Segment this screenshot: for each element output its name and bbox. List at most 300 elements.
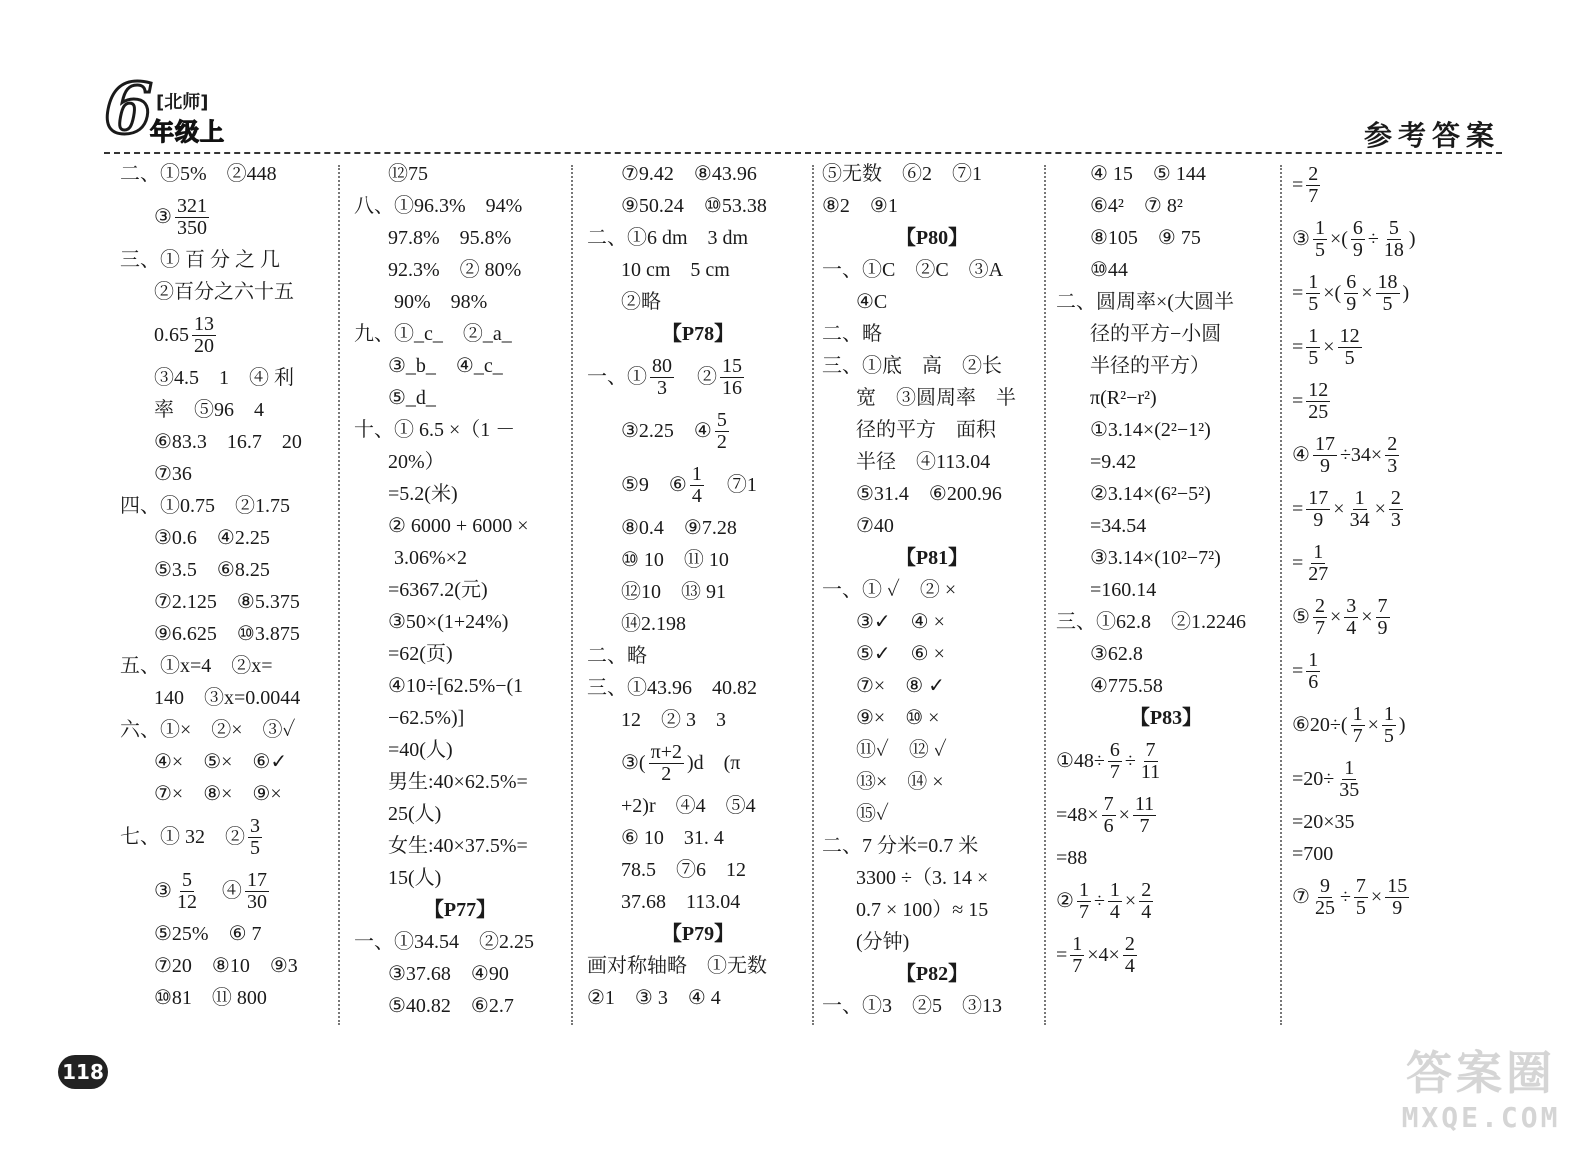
answer-line: [822, 926, 1042, 958]
answer-line: [587, 458, 809, 512]
answer-text: 92.3% ② 80%: [388, 259, 522, 281]
answer-column-5: [1056, 158, 1276, 1038]
answer-text: +2)r ④4 ⑤4: [621, 795, 756, 817]
answer-line: [1056, 318, 1276, 350]
answer-text: ×: [1329, 606, 1342, 628]
fraction-denominator: 12: [176, 890, 197, 913]
fraction: [1385, 876, 1409, 919]
answer-text: 五、①x=4 ②x=: [120, 655, 273, 677]
answer-line: [822, 286, 1042, 318]
answer-text: (分钟): [856, 931, 910, 953]
answer-line: [1056, 606, 1276, 638]
answer-line: [822, 414, 1042, 446]
header-divider: [104, 152, 1502, 154]
answer-line: [120, 276, 335, 308]
answer-line: [587, 544, 809, 576]
answer-text: ×4×: [1087, 944, 1120, 966]
fraction: [1102, 794, 1116, 837]
answer-text: ③37.68 ④90: [388, 963, 509, 985]
fraction-numerator: 12: [1308, 378, 1329, 401]
answer-text: ⑦36: [154, 463, 192, 485]
fraction-numerator: 15: [1387, 874, 1408, 897]
answer-line: [587, 918, 809, 950]
answer-text: ⑦1: [706, 474, 757, 496]
answer-line: [1292, 482, 1502, 536]
fraction-numerator: 321: [176, 194, 207, 217]
answer-text: =: [1292, 660, 1304, 682]
answer-text: 20%）: [388, 451, 445, 473]
answer-text: 3300 ÷（3. 14 ×: [856, 867, 989, 889]
fraction-denominator: 7: [1308, 184, 1319, 207]
answer-line: [587, 640, 809, 672]
answer-text: ×: [1361, 606, 1373, 628]
fraction-numerator: 18: [1377, 270, 1398, 293]
answer-text: ④775.58: [1090, 675, 1163, 697]
fraction: [1306, 272, 1320, 315]
answer-line: [1056, 874, 1276, 928]
answer-line: [1292, 212, 1502, 266]
fraction: [1351, 218, 1365, 261]
answer-text: =48×: [1056, 804, 1099, 826]
answer-text: ⑦20 ⑧10 ⑨3: [154, 955, 298, 977]
answer-line: [120, 244, 335, 276]
answer-line: [1056, 446, 1276, 478]
answer-text: ②: [1056, 890, 1074, 912]
answer-line: [354, 798, 566, 830]
fraction-numerator: 1: [1109, 878, 1120, 901]
answer-line: [1292, 698, 1502, 752]
answer-line: [120, 426, 335, 458]
fraction: [1376, 272, 1400, 315]
answer-line: [1056, 382, 1276, 414]
answer-line: [120, 950, 335, 982]
answer-line: [120, 682, 335, 714]
answer-text: ②1 ③ 3 ④ 4: [587, 987, 721, 1009]
answer-line: [822, 670, 1042, 702]
watermark-text: 答案圈: [1406, 1046, 1556, 1100]
answer-text: ⑦40: [856, 515, 894, 537]
answer-line: [1056, 542, 1276, 574]
answer-text: ⑪✓ ⑫ ✓: [856, 739, 947, 761]
answer-line: [587, 886, 809, 918]
answer-line: [120, 650, 335, 682]
answer-text: =: [1292, 498, 1304, 520]
answer-text: =20×35: [1292, 811, 1355, 833]
fraction: [1313, 876, 1337, 919]
answer-text: ⑨× ⑩ ×: [856, 707, 940, 729]
answer-line: [354, 862, 566, 894]
answer-line: [587, 704, 809, 736]
answer-text: ⑤: [1292, 606, 1310, 628]
answer-text: ⑦9.42 ⑧43.96: [621, 163, 757, 185]
answer-text: 二、①5% ②448: [120, 163, 277, 185]
page-header: [0, 0, 1592, 160]
answer-text: 三、① 百 分 之 几: [120, 249, 280, 271]
answer-line: [120, 810, 335, 864]
answer-line: [354, 574, 566, 606]
answer-text: ④10÷[62.5%−(1: [388, 675, 524, 697]
fraction-denominator: 6: [1103, 814, 1114, 837]
answer-column-4: [822, 158, 1042, 1038]
answer-line: [354, 350, 566, 382]
answer-text: =6367.2(元): [388, 579, 488, 601]
answer-line: [822, 446, 1042, 478]
answer-text: ×: [1333, 498, 1345, 520]
answer-text: ⑦2.125 ⑧5.375: [154, 591, 300, 613]
fraction-numerator: 1: [1072, 932, 1083, 955]
fraction-numerator: 3: [250, 814, 260, 837]
answer-text: 12 ② 3 3: [621, 709, 726, 731]
answer-line: [587, 790, 809, 822]
answer-text: ④C: [856, 291, 888, 313]
fraction-numerator: 1: [1313, 540, 1324, 563]
fraction-numerator: 11: [1134, 792, 1155, 815]
fraction: [1306, 326, 1320, 369]
answer-text: =: [1292, 390, 1304, 412]
answer-line: [822, 958, 1042, 990]
answer-text: ③_b_ ④_c_: [388, 355, 503, 377]
answer-text: ): [1402, 282, 1410, 304]
answer-line: [1056, 510, 1276, 542]
answer-line: [587, 286, 809, 318]
answer-line: [822, 574, 1042, 606]
fraction-denominator: 27: [1308, 562, 1329, 585]
answer-line: [587, 190, 809, 222]
fraction-denominator: 4: [1346, 616, 1357, 639]
fraction-numerator: 1: [1344, 756, 1355, 779]
fraction: [1385, 434, 1399, 477]
fraction-denominator: 5: [1383, 724, 1394, 747]
answer-text: 二、略: [587, 645, 647, 667]
fraction-denominator: 7: [1109, 760, 1120, 783]
grade-logo-number: 6: [104, 67, 153, 150]
answer-line: [822, 190, 1042, 222]
answer-line: [120, 746, 335, 778]
answer-text: 半径 ④113.04: [856, 451, 991, 473]
answer-line: [120, 190, 335, 244]
answer-line: [1056, 350, 1276, 382]
fraction: [1382, 704, 1396, 747]
fraction-denominator: 3: [657, 376, 667, 399]
answer-text: ⑤31.4 ⑥200.96: [856, 483, 1002, 505]
answer-line: [354, 766, 566, 798]
answer-text: ②略: [621, 291, 661, 313]
answer-text: 15(人): [388, 867, 442, 889]
fraction-numerator: 1: [1354, 486, 1365, 509]
answer-line: [822, 478, 1042, 510]
answer-text: 一、① ✓ ② ×: [822, 579, 957, 601]
answer-text: 37.68 113.04: [621, 891, 741, 913]
answer-text: 【P81】: [895, 547, 969, 569]
answer-text: ③(: [621, 752, 646, 774]
fraction-denominator: 5: [1344, 346, 1355, 369]
answer-line: [1292, 806, 1502, 838]
fraction: [248, 816, 262, 859]
fraction-numerator: 1: [1308, 324, 1319, 347]
answer-line: [822, 798, 1042, 830]
answer-text: ÷: [1339, 886, 1351, 908]
answer-text: ③4.5 1 ④ 利: [154, 367, 294, 389]
answer-text: 三、①62.8 ②1.2246: [1056, 611, 1246, 633]
fraction-denominator: 7: [1078, 900, 1089, 923]
fraction: [175, 196, 209, 239]
answer-line: [1056, 702, 1276, 734]
answer-text: 女生:40×37.5%=: [388, 835, 528, 857]
fraction: [1306, 164, 1320, 207]
answer-column-1: [120, 158, 335, 1038]
fraction: [1306, 650, 1320, 693]
answer-text: 【P78】: [661, 323, 735, 345]
fraction-numerator: 2: [1124, 932, 1135, 955]
answer-text: ②3.14×(6²−5²): [1090, 483, 1211, 505]
fraction: [1313, 434, 1337, 477]
answer-line: [822, 222, 1042, 254]
answer-line: [587, 222, 809, 254]
answer-text: ÷: [1093, 890, 1105, 912]
answer-text: ⑤无数 ⑥2 ⑦1: [822, 163, 982, 185]
fraction-denominator: 20: [194, 334, 214, 357]
answer-line: [354, 894, 566, 926]
fraction: [1351, 704, 1365, 747]
fraction-denominator: 11: [1140, 760, 1161, 783]
answer-text: 画对称轴略 ①无数: [587, 955, 767, 977]
answer-line: [120, 490, 335, 522]
answer-text: ⑦× ⑧× ⑨×: [154, 783, 282, 805]
fraction-numerator: 17: [1308, 486, 1329, 509]
answer-line: [587, 158, 809, 190]
answer-line: [587, 350, 809, 404]
answer-line: [587, 254, 809, 286]
fraction-numerator: 5: [181, 868, 192, 891]
answer-text: ⑩44: [1090, 259, 1128, 281]
answer-line: [587, 736, 809, 790]
column-divider: [571, 165, 573, 1025]
answer-text: ②百分之六十五: [154, 281, 294, 303]
fraction-denominator: 5: [1382, 292, 1393, 315]
answer-text: 一、①3 ②5 ③13: [822, 995, 1002, 1017]
answer-line: [822, 510, 1042, 542]
fraction-numerator: 2: [1390, 486, 1401, 509]
answer-text: =20÷: [1292, 768, 1335, 790]
answer-text: ⑩ 10 ⑪ 10: [621, 549, 729, 571]
answer-text: ③: [154, 206, 172, 228]
fraction-denominator: 30: [246, 890, 267, 913]
fraction-numerator: 1: [1314, 216, 1325, 239]
fraction: [1344, 272, 1358, 315]
answer-line: [1292, 752, 1502, 806]
column-divider: [338, 165, 340, 1025]
answer-text: =: [1292, 552, 1304, 574]
answer-line: [120, 864, 335, 918]
answer-text: 十、① 6.5 ×（1 －: [354, 419, 516, 441]
fraction-denominator: 4: [1109, 900, 1120, 923]
answer-text: 140 ③x=0.0044: [154, 687, 301, 709]
fraction-denominator: 2: [661, 762, 672, 785]
fraction-denominator: 9: [1352, 238, 1363, 261]
answer-text: 二、7 分米=0.7 米: [822, 835, 979, 857]
fraction: [1139, 880, 1153, 923]
fraction-numerator: 5: [716, 408, 727, 431]
answer-text: 0.65: [154, 324, 189, 346]
fraction-numerator: 15: [722, 354, 742, 377]
answer-text: ⑬× ⑭ ×: [856, 771, 944, 793]
answer-line: [354, 286, 566, 318]
answer-text: 97.8% 95.8%: [388, 227, 512, 249]
fraction-numerator: 7: [1103, 792, 1114, 815]
answer-text: =88: [1056, 847, 1088, 869]
answer-text: 六、①× ②× ③✓: [120, 719, 296, 741]
fraction-numerator: 7: [1377, 594, 1388, 617]
answer-line: [1056, 158, 1276, 190]
answer-line: [354, 702, 566, 734]
fraction-denominator: 5: [250, 836, 260, 859]
answer-line: [822, 702, 1042, 734]
fraction: [1313, 596, 1327, 639]
answer-text: ÷34×: [1339, 444, 1383, 466]
answer-line: [587, 404, 809, 458]
answer-text: =62(页): [388, 643, 453, 665]
answer-line: [822, 990, 1042, 1022]
answer-line: [354, 606, 566, 638]
answer-text: ×: [1374, 498, 1386, 520]
answer-text: 宽 ③圆周率 半: [856, 387, 1016, 409]
answer-text: 二、①6 dm 3 dm: [587, 227, 749, 249]
answer-line: [354, 414, 566, 446]
answer-line: [354, 254, 566, 286]
watermark-logo: [1386, 1046, 1576, 1146]
answer-line: [1292, 870, 1502, 924]
page-title: 参考答案: [1363, 119, 1500, 152]
answer-line: [354, 478, 566, 510]
fraction-numerator: 1: [1383, 702, 1394, 725]
answer-text: ④: [201, 880, 242, 902]
fraction: [245, 870, 269, 913]
fraction-numerator: 2: [1141, 878, 1152, 901]
fraction: [1338, 326, 1362, 369]
fraction-denominator: 9: [1313, 508, 1324, 531]
answer-line: [1056, 478, 1276, 510]
fraction: [1306, 488, 1330, 531]
fraction-numerator: 13: [194, 312, 214, 335]
fraction: [1108, 880, 1122, 923]
answer-text: =: [1056, 944, 1068, 966]
answer-line: [587, 672, 809, 704]
answer-line: [354, 926, 566, 958]
answer-text: 二、圆周率×(大圆半: [1056, 291, 1234, 313]
fraction-denominator: 6: [1308, 670, 1319, 693]
answer-line: [822, 318, 1042, 350]
fraction-numerator: π+2: [650, 740, 682, 763]
answer-line: [1292, 536, 1502, 590]
answer-line: [354, 446, 566, 478]
answer-line: [120, 618, 335, 650]
answer-line: [822, 350, 1042, 382]
answer-line: [1056, 414, 1276, 446]
answer-line: [120, 982, 335, 1014]
fraction: [1313, 218, 1327, 261]
answer-line: [1056, 788, 1276, 842]
answer-text: ⑦: [1292, 886, 1310, 908]
answer-line: [822, 158, 1042, 190]
answer-text: ⑮✓: [856, 803, 889, 825]
fraction-numerator: 12: [1339, 324, 1360, 347]
fraction: [1306, 542, 1330, 585]
answer-line: [354, 670, 566, 702]
answer-line: [1056, 842, 1276, 874]
answer-line: [120, 394, 335, 426]
fraction-numerator: 6: [1109, 738, 1120, 761]
fraction-denominator: 350: [176, 216, 207, 239]
answer-text: =40(人): [388, 739, 453, 761]
fraction-denominator: 9: [1319, 454, 1330, 477]
answer-line: [587, 318, 809, 350]
answer-text: 25(人): [388, 803, 442, 825]
answer-line: [120, 554, 335, 586]
answer-line: [587, 512, 809, 544]
answer-line: [354, 222, 566, 254]
answer-text: =160.14: [1090, 579, 1157, 601]
answer-line: [354, 158, 566, 190]
fraction-denominator: 35: [1339, 778, 1360, 801]
fraction-denominator: 4: [1141, 900, 1152, 923]
answer-line: [354, 638, 566, 670]
fraction-numerator: 17: [246, 868, 267, 891]
answer-text: 三、①底 高 ②长: [822, 355, 1002, 377]
answer-text: ÷: [1367, 228, 1379, 250]
answer-line: [1056, 638, 1276, 670]
answer-line: [120, 522, 335, 554]
answer-text: ⑫10 ⑬ 91: [621, 581, 726, 603]
fraction-denominator: 4: [1124, 954, 1135, 977]
answer-line: [822, 638, 1042, 670]
answer-line: [1056, 574, 1276, 606]
answer-text: 3.06%×2: [394, 547, 467, 569]
answer-text: ⑦× ⑧ ✓: [856, 675, 945, 697]
answer-text: ⑤40.82 ⑥2.7: [388, 995, 514, 1017]
answer-column-3: [587, 158, 809, 1038]
answer-text: 【P77】: [423, 899, 497, 921]
answer-text: 径的平方−小圆: [1090, 323, 1222, 345]
answer-line: [1292, 266, 1502, 320]
answer-line: [1292, 644, 1502, 698]
answer-text: ②: [677, 366, 717, 388]
fraction-denominator: 5: [1314, 238, 1325, 261]
fraction: [715, 410, 729, 453]
fraction-numerator: 7: [1145, 738, 1156, 761]
fraction-denominator: 3: [1390, 508, 1401, 531]
answer-line: [822, 542, 1042, 574]
page-number: 118: [58, 1055, 108, 1089]
answer-text: 四、①0.75 ②1.75: [120, 495, 290, 517]
fraction: [1376, 596, 1390, 639]
answer-text: −62.5%)]: [388, 707, 465, 729]
answer-text: 【P83】: [1129, 707, 1203, 729]
fraction: [192, 314, 216, 357]
answer-line: [1056, 222, 1276, 254]
fraction-numerator: 2: [1314, 594, 1325, 617]
fraction-denominator: 9: [1377, 616, 1388, 639]
answer-text: ④ 15 ⑤ 144: [1090, 163, 1206, 185]
fraction: [1108, 740, 1122, 783]
answer-line: [822, 830, 1042, 862]
fraction-numerator: 3: [1346, 594, 1357, 617]
answer-text: 九、①_c_ ②_a_: [354, 323, 512, 345]
fraction-numerator: 7: [1355, 874, 1366, 897]
answer-text: =: [1292, 174, 1304, 196]
answer-text: ⑩81 ⑪ 800: [154, 987, 267, 1009]
answer-line: [1056, 928, 1276, 982]
answer-text: ⑧105 ⑨ 75: [1090, 227, 1201, 249]
